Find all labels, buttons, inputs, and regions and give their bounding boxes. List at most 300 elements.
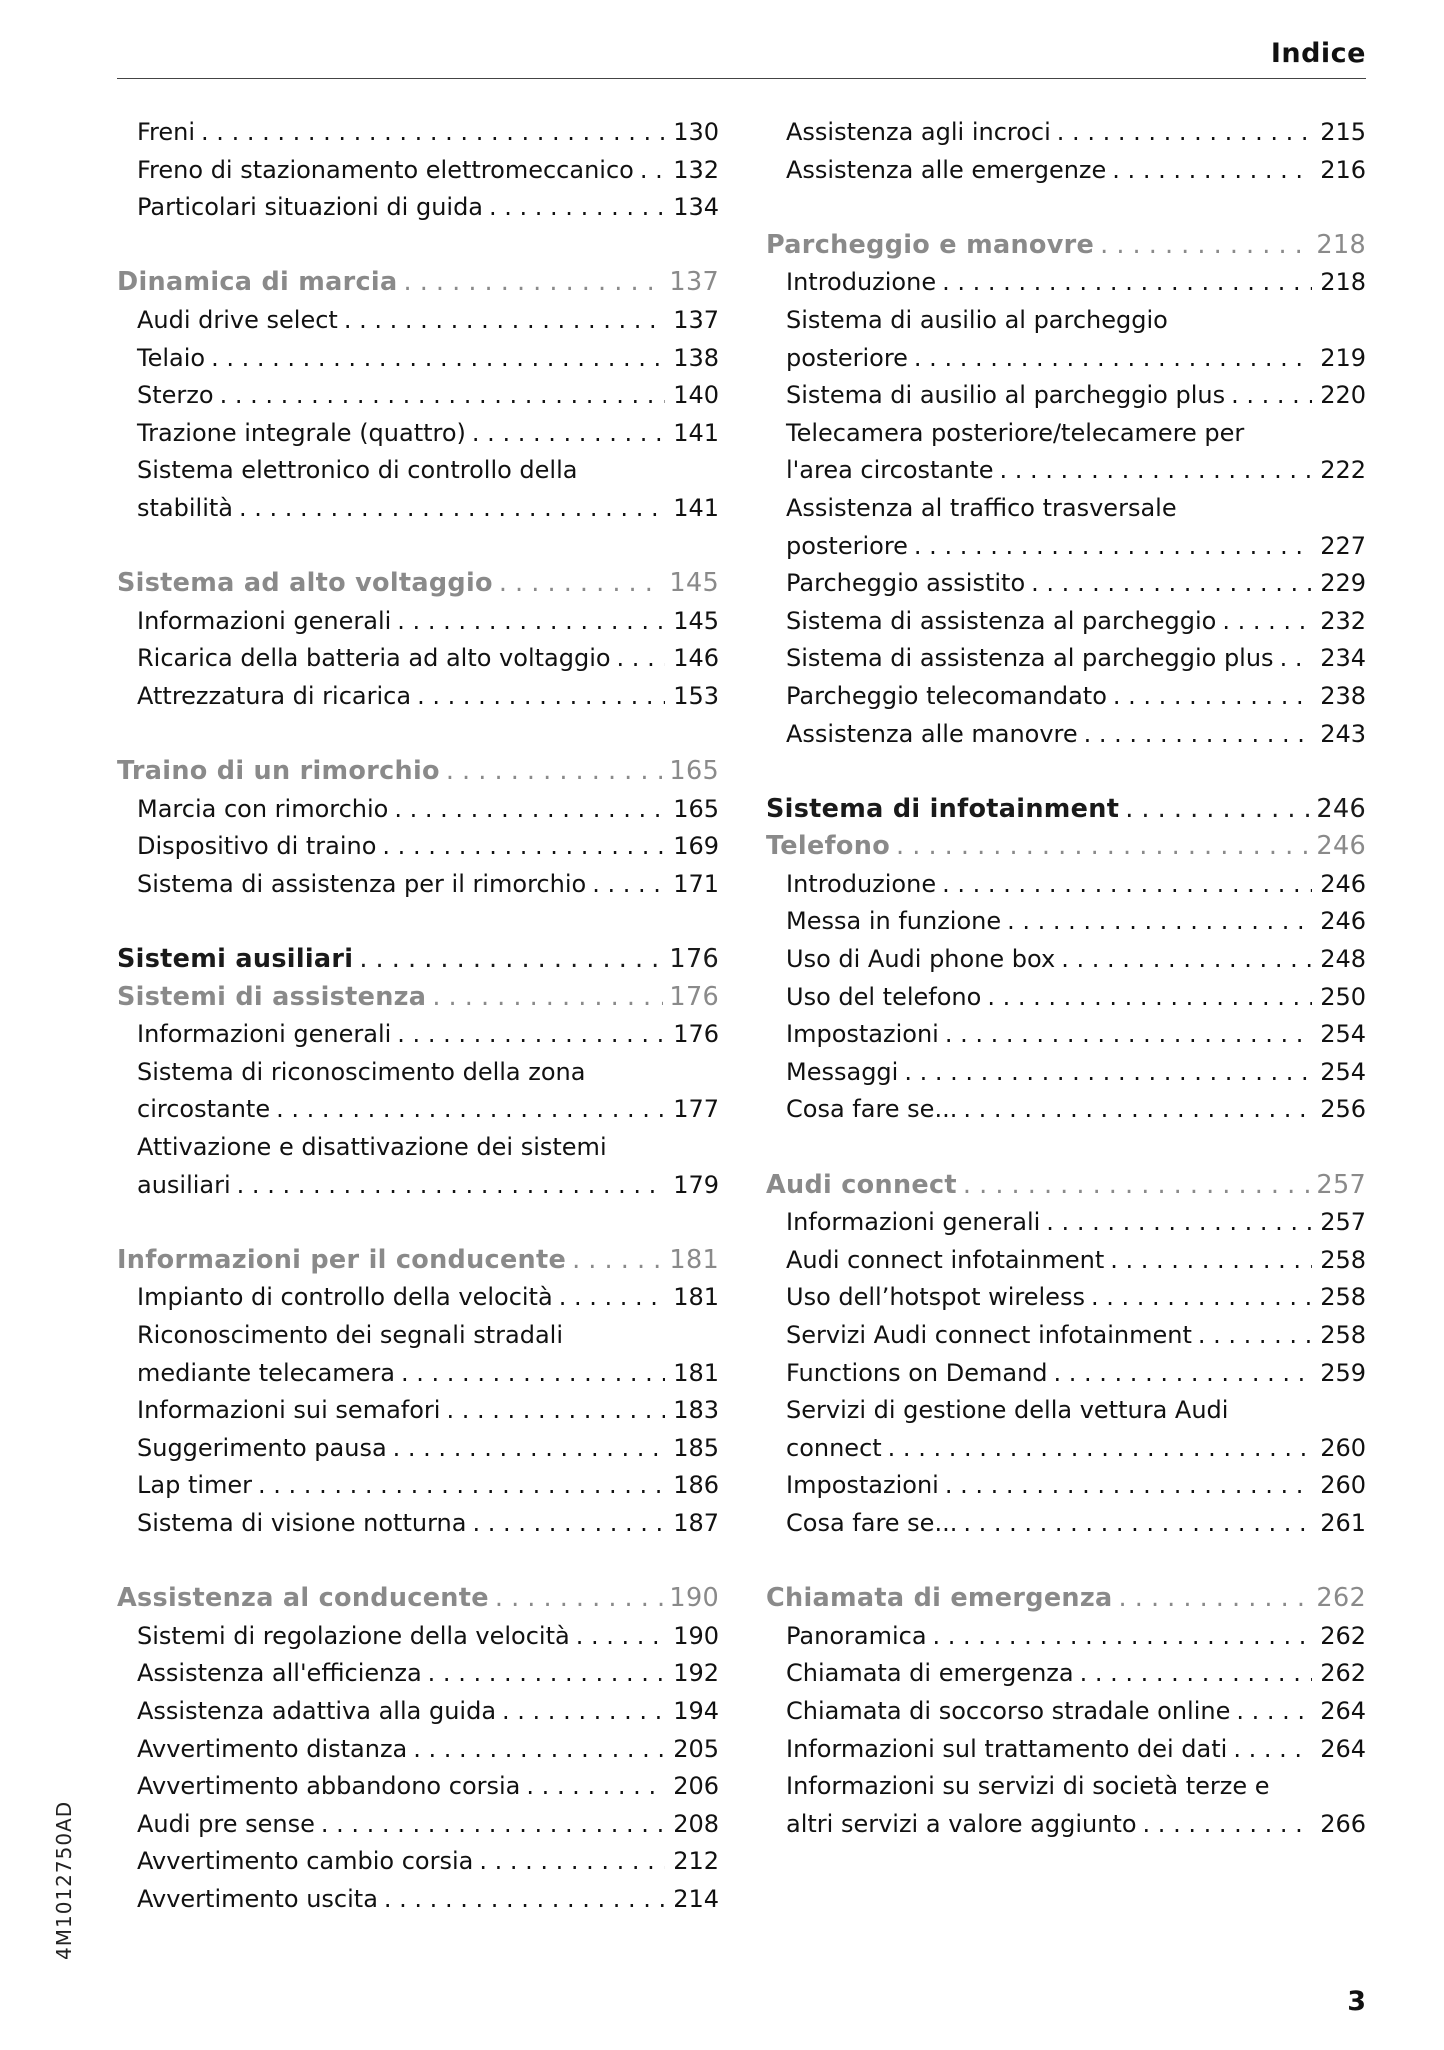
toc-page-number: 254 <box>1320 1020 1366 1049</box>
toc-leader-dots <box>1057 114 1312 152</box>
page-header-title: Indice <box>1270 38 1366 69</box>
toc-entry-title: Cosa fare se... <box>786 1508 958 1537</box>
toc-entry-title: l'area circostante <box>786 456 994 485</box>
toc-leader-dots <box>559 1279 665 1317</box>
toc-entry-title: Messaggi <box>786 1057 899 1086</box>
toc-chapter-entry[interactable] <box>117 941 719 979</box>
toc-entry[interactable] <box>766 1430 1366 1468</box>
toc-entry[interactable] <box>117 1467 719 1505</box>
toc-page-number: 219 <box>1320 343 1366 372</box>
toc-leader-dots <box>502 1693 665 1731</box>
toc-entry-title: Assistenza al traffico trasversale <box>786 493 1177 522</box>
toc-leader-dots <box>1231 377 1312 415</box>
toc-leader-dots <box>321 1806 665 1844</box>
page-number: 3 <box>1347 1986 1366 2017</box>
toc-entry-title: Parcheggio assistito <box>786 569 1026 598</box>
toc-entry[interactable] <box>766 377 1366 415</box>
toc-leader-dots <box>963 1505 1312 1543</box>
toc-entry[interactable] <box>766 302 1366 340</box>
toc-entry[interactable] <box>117 828 719 866</box>
toc-leader-dots <box>1100 227 1310 265</box>
toc-page-number: 176 <box>669 981 719 1012</box>
toc-entry[interactable] <box>766 1054 1366 1092</box>
toc-page-number: 187 <box>673 1508 719 1537</box>
toc-entry[interactable] <box>117 1355 719 1393</box>
toc-chapter-title: Sistema ad alto voltaggio <box>117 568 493 599</box>
toc-chapter-entry[interactable] <box>117 565 719 603</box>
toc-leader-dots <box>1031 565 1312 603</box>
toc-entry[interactable] <box>117 1768 719 1806</box>
toc-entry[interactable] <box>117 1806 719 1844</box>
toc-entry-title: Functions on Demand <box>786 1358 1048 1387</box>
toc-entry[interactable] <box>117 490 719 528</box>
toc-entry-title: Introduzione <box>786 869 937 898</box>
toc-page-number: 264 <box>1320 1696 1366 1725</box>
toc-leader-dots <box>432 979 663 1017</box>
toc-page-number: 165 <box>673 794 719 823</box>
toc-entry[interactable] <box>766 1655 1366 1693</box>
toc-entry-title: ausiliari <box>137 1170 231 1199</box>
toc-entry[interactable] <box>117 603 719 641</box>
toc-entry[interactable] <box>117 1279 719 1317</box>
toc-entry[interactable] <box>766 565 1366 603</box>
toc-page-number: 145 <box>669 568 719 599</box>
toc-page-number: 214 <box>673 1884 719 1913</box>
toc-leader-dots <box>276 1091 665 1129</box>
toc-page-number: 185 <box>673 1433 719 1462</box>
toc-entry[interactable] <box>117 377 719 415</box>
toc-chapter-title: Sistema di infotainment <box>766 793 1120 824</box>
toc-chapter-entry[interactable] <box>766 1167 1366 1205</box>
toc-entry[interactable] <box>766 979 1366 1017</box>
toc-entry-title: Messa in funzione <box>786 907 1002 936</box>
toc-chapter-entry[interactable] <box>766 791 1366 829</box>
toc-entry-title: Uso dell’hotspot wireless <box>786 1283 1085 1312</box>
toc-page-number: 260 <box>1320 1433 1366 1462</box>
toc-chapter-title: Chiamata di emergenza <box>766 1583 1113 1614</box>
toc-entry-title: Sistema di assistenza al parcheggio plus <box>786 644 1274 673</box>
toc-entry-title: Assistenza alle manovre <box>786 719 1078 748</box>
toc-page-number: 227 <box>1320 531 1366 560</box>
toc-page-number: 256 <box>1320 1095 1366 1124</box>
toc-leader-dots <box>1125 791 1310 829</box>
toc-entry[interactable] <box>117 340 719 378</box>
toc-entry-title: Freno di stazionamento elettromeccanico <box>137 155 634 184</box>
toc-page-number: 212 <box>673 1847 719 1876</box>
toc-page-number: 216 <box>1320 155 1366 184</box>
toc-leader-dots <box>1046 1204 1312 1242</box>
toc-spacer <box>766 1543 1366 1581</box>
toc-entry[interactable] <box>117 1731 719 1769</box>
toc-leader-dots <box>945 1467 1312 1505</box>
toc-page-number: 181 <box>669 1244 719 1275</box>
toc-leader-dots <box>239 490 665 528</box>
toc-leader-dots <box>576 1618 665 1656</box>
toc-leader-dots <box>1233 1731 1312 1769</box>
toc-page-number: 190 <box>669 1583 719 1614</box>
toc-spacer <box>766 189 1366 227</box>
toc-spacer <box>117 716 719 754</box>
toc-entry-title: Telecamera posteriore/telecamere per <box>786 418 1245 447</box>
toc-entry[interactable] <box>766 1768 1366 1806</box>
toc-entry-title: Uso del telefono <box>786 982 982 1011</box>
toc-entry[interactable] <box>117 189 719 227</box>
toc-leader-dots <box>472 1505 665 1543</box>
toc-page-number: 262 <box>1316 1583 1366 1614</box>
toc-leader-dots <box>1110 1242 1312 1280</box>
toc-entry[interactable] <box>766 452 1366 490</box>
toc-leader-dots <box>942 866 1312 904</box>
toc-leader-dots <box>1080 1655 1312 1693</box>
toc-entry-title: Lap timer <box>137 1471 253 1500</box>
toc-entry[interactable] <box>766 903 1366 941</box>
toc-chapter-entry[interactable] <box>766 227 1366 265</box>
toc-page-number: 171 <box>673 869 719 898</box>
toc-entry-title: Particolari situazioni di guida <box>137 193 484 222</box>
toc-page-number: 146 <box>673 644 719 673</box>
toc-leader-dots <box>258 1467 665 1505</box>
toc-page-number: 257 <box>1320 1208 1366 1237</box>
toc-page-number: 238 <box>1320 681 1366 710</box>
toc-chapter-entry[interactable] <box>117 979 719 1017</box>
toc-leader-dots <box>1113 678 1312 716</box>
toc-entry-title: Servizi Audi connect infotainment <box>786 1321 1192 1349</box>
toc-page-number: 259 <box>1320 1358 1366 1387</box>
toc-page-number: 140 <box>673 381 719 410</box>
toc-leader-dots <box>1007 903 1312 941</box>
toc-entry-title: Informazioni sul trattamento dei dati <box>786 1734 1228 1763</box>
toc-page-number: 229 <box>1320 569 1366 598</box>
toc-entry-title: Cosa fare se... <box>786 1095 958 1124</box>
toc-leader-dots <box>472 415 665 453</box>
toc-entry[interactable] <box>117 302 719 340</box>
toc-entry-title: Sistema di assistenza al parcheggio <box>786 606 1217 635</box>
toc-entry-title: Audi connect infotainment <box>786 1245 1105 1274</box>
toc-page-number: 183 <box>673 1396 719 1425</box>
toc-entry[interactable] <box>117 791 719 829</box>
toc-leader-dots <box>640 152 665 190</box>
toc-page-number: 194 <box>673 1696 719 1725</box>
toc-entry[interactable] <box>766 340 1366 378</box>
toc-page-number: 266 <box>1320 1809 1366 1838</box>
toc-page-number: 246 <box>1316 831 1366 862</box>
toc-leader-dots <box>417 678 665 716</box>
toc-leader-dots <box>1198 1317 1312 1355</box>
toc-entry[interactable] <box>766 1242 1366 1280</box>
toc-page-number: 176 <box>673 1020 719 1049</box>
toc-leader-dots <box>384 1881 665 1919</box>
toc-entry[interactable] <box>766 1204 1366 1242</box>
toc-entry-title: Assistenza adattiva alla guida <box>137 1696 497 1725</box>
toc-entry-title: stabilità <box>137 493 233 522</box>
toc-entry-title: Suggerimento pausa <box>137 1433 387 1462</box>
toc-entry[interactable] <box>766 1505 1366 1543</box>
toc-page-number: 246 <box>1320 869 1366 898</box>
toc-entry[interactable] <box>766 1618 1366 1656</box>
toc-entry[interactable] <box>117 452 719 490</box>
document-code: 4M1012750AD <box>52 1800 76 1960</box>
toc-leader-dots <box>945 1016 1312 1054</box>
toc-chapter-title: Parcheggio e manovre <box>766 229 1095 260</box>
toc-entry-title: Uso di Audi phone box <box>786 945 1056 974</box>
toc-page-number: 222 <box>1320 456 1366 485</box>
toc-entry[interactable] <box>766 941 1366 979</box>
toc-entry[interactable] <box>766 1731 1366 1769</box>
toc-leader-dots <box>1143 1806 1312 1844</box>
toc-leader-dots <box>397 603 665 641</box>
toc-page-number: 258 <box>1320 1245 1366 1274</box>
toc-leader-dots <box>888 1430 1312 1468</box>
toc-entry[interactable] <box>766 1467 1366 1505</box>
header-divider <box>117 78 1366 79</box>
toc-leader-dots <box>446 753 664 791</box>
toc-entry[interactable] <box>766 603 1366 641</box>
toc-entry[interactable] <box>766 1091 1366 1129</box>
toc-page-number: 257 <box>1316 1169 1366 1200</box>
toc-entry[interactable] <box>117 1693 719 1731</box>
toc-leader-dots <box>617 640 665 678</box>
toc-entry-title: Impostazioni <box>786 1020 939 1049</box>
toc-page-number: 264 <box>1320 1734 1366 1763</box>
toc-leader-dots <box>914 340 1312 378</box>
toc-entry-title: Freni <box>137 118 196 146</box>
toc-entry-title: Sistema di ausilio al parcheggio plus <box>786 381 1226 410</box>
toc-entry[interactable] <box>766 528 1366 566</box>
toc-entry-title: Informazioni generali <box>137 606 392 635</box>
toc-page-number: 141 <box>673 493 719 522</box>
toc-leader-dots <box>526 1768 665 1806</box>
toc-entry-title: Impostazioni <box>786 1471 939 1500</box>
toc-leader-dots <box>401 1355 665 1393</box>
toc-entry[interactable] <box>766 1279 1366 1317</box>
toc-entry[interactable] <box>766 1016 1366 1054</box>
toc-spacer <box>766 1129 1366 1167</box>
toc-chapter-title: Assistenza al conducente <box>117 1583 489 1614</box>
toc-entry[interactable] <box>117 1129 719 1167</box>
toc-leader-dots <box>393 1430 665 1468</box>
toc-leader-dots <box>237 1167 665 1205</box>
toc-page-number: 138 <box>673 343 719 372</box>
toc-leader-dots <box>1280 640 1312 678</box>
toc-entry[interactable] <box>766 1806 1366 1844</box>
toc-page-number: 258 <box>1320 1283 1366 1312</box>
toc-entry[interactable] <box>117 1843 719 1881</box>
toc-entry-title: Ricarica della batteria ad alto voltaggio <box>137 644 611 673</box>
toc-chapter-title: Sistemi di assistenza <box>117 981 427 1012</box>
toc-entry-title: Audi drive select <box>137 305 338 334</box>
toc-entry-title: Sistema elettronico di controllo della <box>137 456 578 485</box>
toc-page-number: 179 <box>673 1170 719 1199</box>
toc-page-number: 206 <box>673 1772 719 1801</box>
toc-leader-dots <box>914 528 1312 566</box>
toc-entry[interactable] <box>766 415 1366 453</box>
toc-leader-dots <box>572 1242 663 1280</box>
toc-leader-dots <box>1222 603 1312 641</box>
toc-leader-dots <box>413 1731 665 1769</box>
toc-entry-title: Sterzo <box>137 381 214 410</box>
toc-leader-dots <box>942 264 1312 302</box>
toc-entry[interactable] <box>766 490 1366 528</box>
toc-entry[interactable] <box>117 1392 719 1430</box>
toc-entry-title: Sistema di visione notturna <box>137 1508 467 1537</box>
toc-page-number: 246 <box>1320 907 1366 936</box>
toc-leader-dots <box>963 1091 1312 1129</box>
toc-page-number: 176 <box>669 944 719 975</box>
toc-entry[interactable] <box>766 152 1366 190</box>
toc-entry[interactable] <box>766 678 1366 716</box>
toc-entry-title: Avvertimento abbandono corsia <box>137 1772 521 1801</box>
toc-entry-title: Parcheggio telecomandato <box>786 681 1107 710</box>
toc-page-number: 218 <box>1320 268 1366 297</box>
toc-entry[interactable] <box>117 1167 719 1205</box>
toc-chapter-title: Traino di un rimorchio <box>117 756 440 787</box>
toc-leader-dots <box>446 1392 665 1430</box>
toc-page-number: 141 <box>673 418 719 447</box>
toc-entry-title: Riconoscimento dei segnali stradali <box>137 1321 564 1349</box>
toc-entry-title: Marcia con rimorchio <box>137 794 389 823</box>
toc-page-number: 250 <box>1320 982 1366 1011</box>
toc-page-number: 261 <box>1320 1508 1366 1537</box>
toc-entry-title: Telaio <box>137 343 206 372</box>
toc-entry[interactable] <box>766 1392 1366 1430</box>
toc-entry[interactable] <box>117 1430 719 1468</box>
toc-entry-title: Servizi di gestione della vettura Audi <box>786 1396 1229 1425</box>
toc-leader-dots <box>592 866 665 904</box>
toc-entry[interactable] <box>117 1091 719 1129</box>
toc-entry[interactable] <box>117 1054 719 1092</box>
toc-chapter-entry[interactable] <box>117 1580 719 1618</box>
toc-chapter-entry[interactable] <box>117 1242 719 1280</box>
toc-leader-dots <box>963 1167 1311 1205</box>
toc-entry-title: Chiamata di soccorso stradale online <box>786 1696 1231 1725</box>
toc-page-number: 218 <box>1316 229 1366 260</box>
toc-leader-dots <box>489 189 665 227</box>
toc-entry-title: circostante <box>137 1095 271 1124</box>
toc-entry[interactable] <box>766 264 1366 302</box>
toc-page-number: 134 <box>673 193 719 222</box>
toc-entry[interactable] <box>766 716 1366 754</box>
toc-entry-title: Impianto di controllo della velocità <box>137 1283 553 1312</box>
toc-page-number: 262 <box>1320 1621 1366 1650</box>
toc-entry-title: Assistenza alle emergenze <box>786 155 1107 184</box>
toc-page-number: 181 <box>673 1358 719 1387</box>
toc-chapter-title: Dinamica di marcia <box>117 267 398 298</box>
toc-chapter-entry[interactable] <box>117 753 719 791</box>
toc-spacer <box>117 1543 719 1581</box>
toc-leader-dots <box>1112 152 1312 190</box>
toc-entry[interactable] <box>766 1355 1366 1393</box>
toc-entry[interactable] <box>766 866 1366 904</box>
toc-entry-title: Audi pre sense <box>137 1809 315 1838</box>
toc-entry-title: Attivazione e disattivazione dei sistemi <box>137 1133 607 1162</box>
toc-entry[interactable] <box>117 678 719 716</box>
toc-entry[interactable] <box>117 152 719 190</box>
toc-leader-dots <box>344 302 665 340</box>
toc-page-number: 137 <box>669 267 719 298</box>
toc-leader-dots <box>1054 1355 1312 1393</box>
toc-chapter-entry[interactable] <box>117 264 719 302</box>
toc-entry-title: posteriore <box>786 343 908 372</box>
toc-entry[interactable] <box>117 640 719 678</box>
toc-entry[interactable] <box>117 1505 719 1543</box>
toc-page-number: 220 <box>1320 381 1366 410</box>
toc-leader-dots <box>1061 941 1312 979</box>
toc-leader-dots <box>479 1843 665 1881</box>
toc-right-column <box>766 114 1366 1843</box>
toc-entry-title: Attrezzatura di ricarica <box>137 681 412 710</box>
toc-entry-title: Sistema di assistenza per il rimorchio <box>137 869 587 898</box>
toc-spacer <box>117 1204 719 1242</box>
toc-entry-title: Dispositivo di traino <box>137 832 377 861</box>
toc-page-number: 234 <box>1320 644 1366 673</box>
toc-leader-dots <box>495 1580 664 1618</box>
toc-left-column <box>117 114 719 1919</box>
toc-entry[interactable] <box>117 866 719 904</box>
toc-entry-title: Chiamata di emergenza <box>786 1659 1074 1688</box>
toc-leader-dots <box>403 264 663 302</box>
toc-entry[interactable] <box>117 1317 719 1355</box>
toc-entry[interactable] <box>117 114 719 152</box>
toc-chapter-entry[interactable] <box>766 828 1366 866</box>
toc-leader-dots <box>397 1016 665 1054</box>
toc-entry-title: Avvertimento cambio corsia <box>137 1847 474 1876</box>
toc-leader-dots <box>201 114 665 152</box>
toc-entry[interactable] <box>117 1618 719 1656</box>
toc-leader-dots <box>987 979 1312 1017</box>
toc-chapter-title: Sistemi ausiliari <box>117 944 354 975</box>
toc-leader-dots <box>499 565 664 603</box>
toc-leader-dots <box>428 1655 665 1693</box>
toc-entry[interactable] <box>117 1655 719 1693</box>
toc-page-number: 260 <box>1320 1471 1366 1500</box>
toc-entry[interactable] <box>766 114 1366 152</box>
toc-entry-title: Assistenza all'efficienza <box>137 1659 422 1688</box>
toc-entry[interactable] <box>117 415 719 453</box>
toc-leader-dots <box>1236 1693 1312 1731</box>
toc-chapter-entry[interactable] <box>766 1580 1366 1618</box>
toc-page-number: 262 <box>1320 1659 1366 1688</box>
toc-page-number: 132 <box>673 155 719 184</box>
toc-page-number: 177 <box>673 1095 719 1124</box>
toc-spacer <box>117 227 719 265</box>
toc-entry[interactable] <box>117 1881 719 1919</box>
toc-page-number: 254 <box>1320 1057 1366 1086</box>
toc-entry-title: mediante telecamera <box>137 1358 395 1387</box>
toc-page-number: 243 <box>1320 719 1366 748</box>
toc-entry[interactable] <box>117 1016 719 1054</box>
toc-spacer <box>766 753 1366 791</box>
toc-page-number: 205 <box>673 1734 719 1763</box>
toc-page-number: 153 <box>673 681 719 710</box>
toc-entry[interactable] <box>766 1693 1366 1731</box>
toc-entry[interactable] <box>766 640 1366 678</box>
toc-page-number: 246 <box>1316 793 1366 824</box>
toc-leader-dots <box>359 941 663 979</box>
toc-spacer <box>117 528 719 566</box>
toc-leader-dots <box>933 1618 1312 1656</box>
toc-leader-dots <box>220 377 665 415</box>
toc-entry-title: Introduzione <box>786 268 937 297</box>
toc-page-number: 137 <box>673 305 719 334</box>
toc-chapter-title: Audi connect <box>766 1169 957 1200</box>
toc-entry-title: Sistema di ausilio al parcheggio <box>786 305 1168 334</box>
toc-entry-title: Panoramica <box>786 1621 927 1650</box>
toc-entry[interactable] <box>766 1317 1366 1355</box>
toc-page-number: 130 <box>673 118 719 146</box>
toc-entry-title: Informazioni su servizi di società terze e <box>786 1772 1270 1801</box>
toc-entry-title: Trazione integrale (quattro) <box>137 418 466 447</box>
toc-page-number: 186 <box>673 1471 719 1500</box>
